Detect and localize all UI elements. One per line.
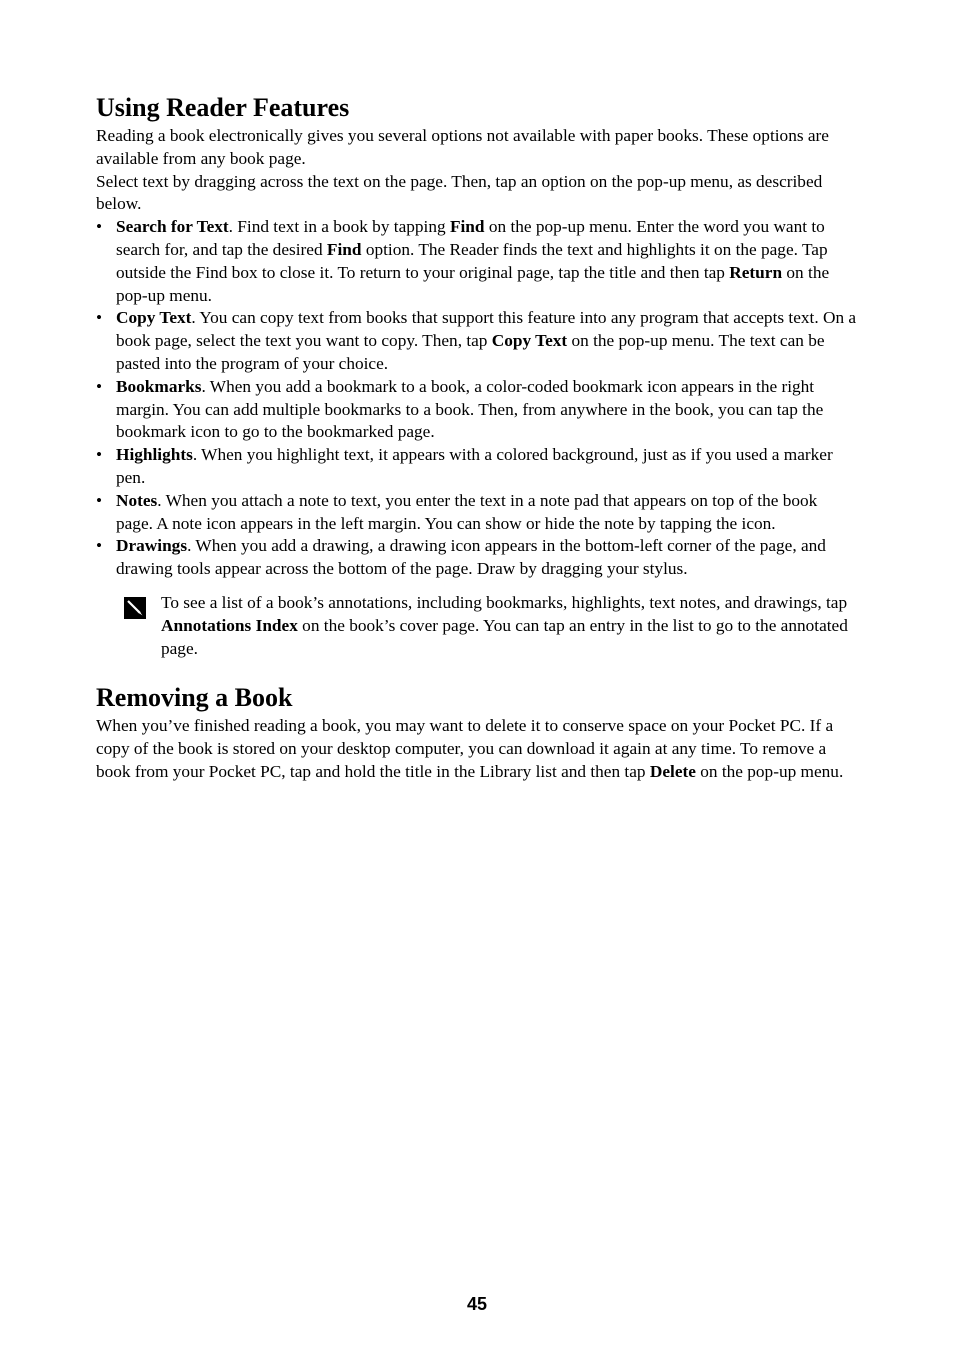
feature-term: Highlights [116, 445, 193, 465]
feature-term: Copy Text [116, 308, 192, 328]
section-title-using-reader-features: Using Reader Features [96, 93, 350, 122]
feature-text: . When you add a bookmark to a book, a color-coded bookmark icon appears in the right margin. You can add multiple bookmarks to a book. Then, from anywhere in the book, you can tap the bookmark icon to go to the bookmarked page. [116, 376, 824, 442]
feature-term: Search for Text [116, 217, 229, 237]
bold-keyword: Return [729, 262, 783, 282]
bullet-dot: • [96, 536, 103, 556]
feature-text: . When you attach a note to text, you enter the text in a note pad that appears on top of the book page. A note icon appears in the left margin. You can show or hide the note by tapping the icon. [116, 490, 818, 533]
body-text: on the pop-up menu. [695, 761, 844, 781]
page-number: 45 [466, 1294, 488, 1314]
feature-term: Notes [116, 490, 158, 510]
feature-item-search-for-text [96, 216, 858, 307]
feature-list [96, 216, 858, 581]
feature-text: on the pop-up menu. Enter the word you want to search for, and tap the desired [116, 217, 825, 259]
bold-keyword: Find [449, 217, 485, 237]
feature-item-notes [96, 490, 858, 536]
note-text: on the book’s cover page. You can tap an entry in the list to go to the annotated page. [161, 615, 848, 658]
bullet-dot: • [96, 445, 103, 465]
feature-item-highlights [96, 444, 858, 490]
feature-item-drawings [96, 535, 858, 581]
intro-paragraph-2: Select text by dragging across the text on the page. Then, tap an option on the pop-up menu, as described below. [96, 171, 823, 214]
feature-text: . Find text in a book by tapping [228, 217, 450, 237]
annotations-note [96, 592, 858, 660]
bullet-dot: • [96, 490, 103, 510]
pencil-note-icon [124, 597, 146, 619]
feature-text: on the pop-up menu. [116, 262, 830, 305]
intro-paragraph-1: Reading a book electronically gives you several options not available with paper books. These options are available from any book page. [96, 126, 829, 168]
feature-term: Drawings [116, 536, 188, 556]
note-text: To see a list of a book’s annotations, including bookmarks, highlights, text notes, and drawings, tap [161, 592, 848, 612]
bullet-dot: • [96, 308, 103, 328]
feature-text: . When you add a drawing, a drawing icon appears in the bottom-left corner of the page, and drawing tools appear across the bottom of the page. Draw by dragging your stylus. [116, 536, 826, 579]
body-text: When you’ve finished reading a book, you may want to delete it to conserve space on your Pocket PC. If a copy of the book is stored on your desktop computer, you can download it again at any time. To remove a book from your Pocket PC, tap and hold the title in the Library list and then tap [96, 716, 834, 781]
section-title-removing-a-book: Removing a Book [96, 683, 293, 713]
feature-item-bookmarks [96, 376, 858, 444]
removing-book-paragraph [96, 715, 858, 783]
feature-text: . When you highlight text, it appears with a colored background, just as if you used a marker pen. [116, 445, 833, 487]
bullet-dot: • [96, 217, 103, 237]
feature-text: on the pop-up menu. The text can be pasted into the program of your choice. [116, 331, 825, 373]
bold-keyword: Delete [649, 761, 696, 781]
feature-item-copy-text [96, 307, 858, 375]
bold-keyword: Annotations Index [161, 615, 298, 635]
feature-term: Bookmarks [116, 376, 202, 396]
bold-keyword: Find [326, 239, 362, 259]
feature-text: option. The Reader finds the text and highlights it on the page. Tap outside the Find box to close it. To return to your original page, tap the title and then tap [116, 239, 828, 282]
feature-text: . You can copy text from books that support this feature into any program that accepts text. On a book page, select the text you want to copy. Then, tap [116, 308, 857, 351]
bullet-dot: • [96, 376, 103, 396]
bold-keyword: Copy Text [491, 331, 568, 351]
page-content [96, 92, 858, 784]
